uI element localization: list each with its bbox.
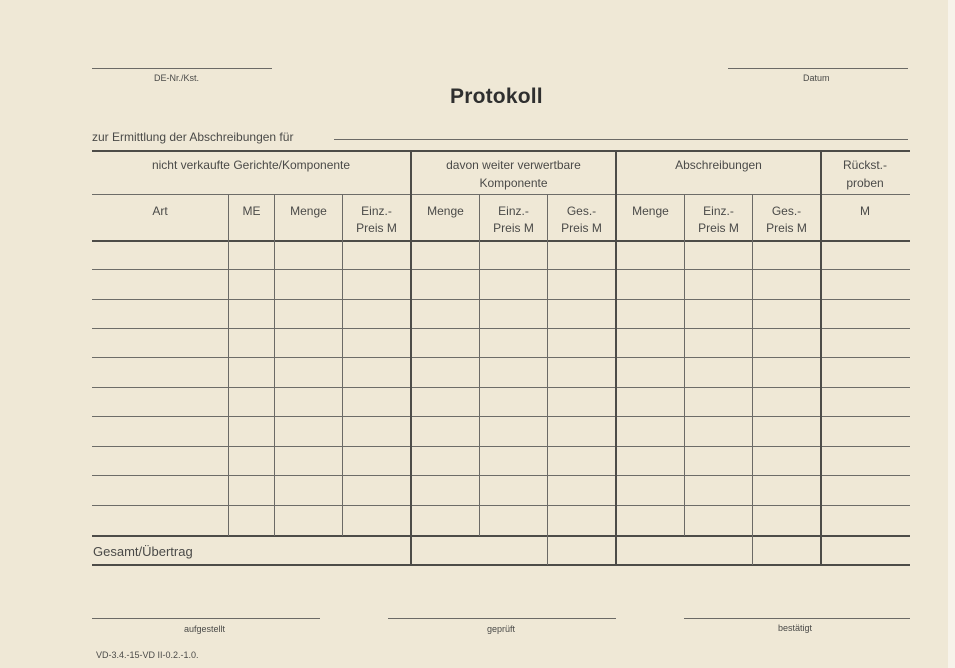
column-header-einz-preis-l1: Einz.-	[498, 204, 529, 218]
column-header-ges-preis-l2: Preis M	[766, 221, 807, 235]
column-header-einz-preis-l2: Preis M	[493, 221, 534, 235]
datum-line	[728, 68, 908, 69]
column-divider	[228, 194, 229, 536]
row-line	[92, 328, 910, 329]
column-divider	[274, 194, 275, 536]
column-divider	[547, 194, 548, 565]
row-line	[92, 475, 910, 476]
column-divider	[479, 194, 480, 536]
geprueft-line	[388, 618, 616, 619]
column-header-einz-preis-l1: Einz.-	[703, 204, 734, 218]
datum-label: Datum	[803, 73, 830, 83]
bestaetigt-label: bestätigt	[778, 623, 813, 633]
purpose-label: zur Ermittlung der Abschreibungen für	[92, 130, 294, 144]
column-divider	[342, 194, 343, 536]
aufgestellt-line	[92, 618, 320, 619]
group-header-rueckst-line1: Rückst.-	[842, 158, 887, 172]
group-header-weiter-verwertbar-line2: Komponente	[479, 176, 548, 190]
de-nr-line	[92, 68, 272, 69]
group-header-rueckst-line2: proben	[846, 176, 884, 190]
geprueft-label: geprüft	[487, 624, 516, 634]
column-header-einz-preis-l2: Preis M	[356, 221, 397, 235]
row-line	[92, 269, 910, 270]
row-line	[92, 505, 910, 506]
column-header-ges-preis-l2: Preis M	[561, 221, 602, 235]
column-header-art: Art	[152, 204, 168, 218]
total-row-label: Gesamt/Übertrag	[93, 544, 193, 559]
column-header-menge: Menge	[290, 204, 327, 218]
aufgestellt-label: aufgestellt	[184, 624, 226, 634]
group-header-abschreibungen: Abschreibungen	[675, 158, 762, 172]
total-row-top-border	[92, 535, 910, 537]
row-line	[92, 357, 910, 358]
group-header-nicht-verkauft: nicht verkaufte Gerichte/Komponente	[151, 158, 351, 172]
purpose-line	[334, 139, 908, 140]
row-line	[92, 446, 910, 447]
de-nr-label: DE-Nr./Kst.	[154, 73, 200, 83]
form-title: Protokoll	[450, 85, 543, 108]
column-divider	[752, 194, 753, 565]
column-header-einz-preis-l2: Preis M	[698, 221, 739, 235]
column-header-menge: Menge	[427, 204, 464, 218]
table-top-border	[92, 150, 910, 152]
column-header-ges-preis-l1: Ges.-	[566, 204, 597, 218]
group-header-weiter-verwertbar-line1: davon weiter verwertbare	[446, 158, 581, 172]
header-bottom-border	[92, 240, 910, 242]
group-header-divider	[92, 194, 910, 195]
column-header-ges-preis-l1: Ges.-	[771, 204, 802, 218]
row-line	[92, 387, 910, 388]
column-header-me: ME	[242, 204, 261, 218]
sheet-edge	[948, 0, 955, 668]
column-divider	[684, 194, 685, 536]
column-header-einz-preis-l1: Einz.-	[361, 204, 392, 218]
table-bottom-border	[92, 564, 910, 566]
form-code: VD-3.4.-15-VD II-0.2.-1.0.	[96, 650, 199, 660]
row-line	[92, 299, 910, 300]
bestaetigt-line	[684, 618, 910, 619]
column-header-m: M	[860, 204, 870, 218]
column-header-menge: Menge	[632, 204, 669, 218]
row-line	[92, 416, 910, 417]
